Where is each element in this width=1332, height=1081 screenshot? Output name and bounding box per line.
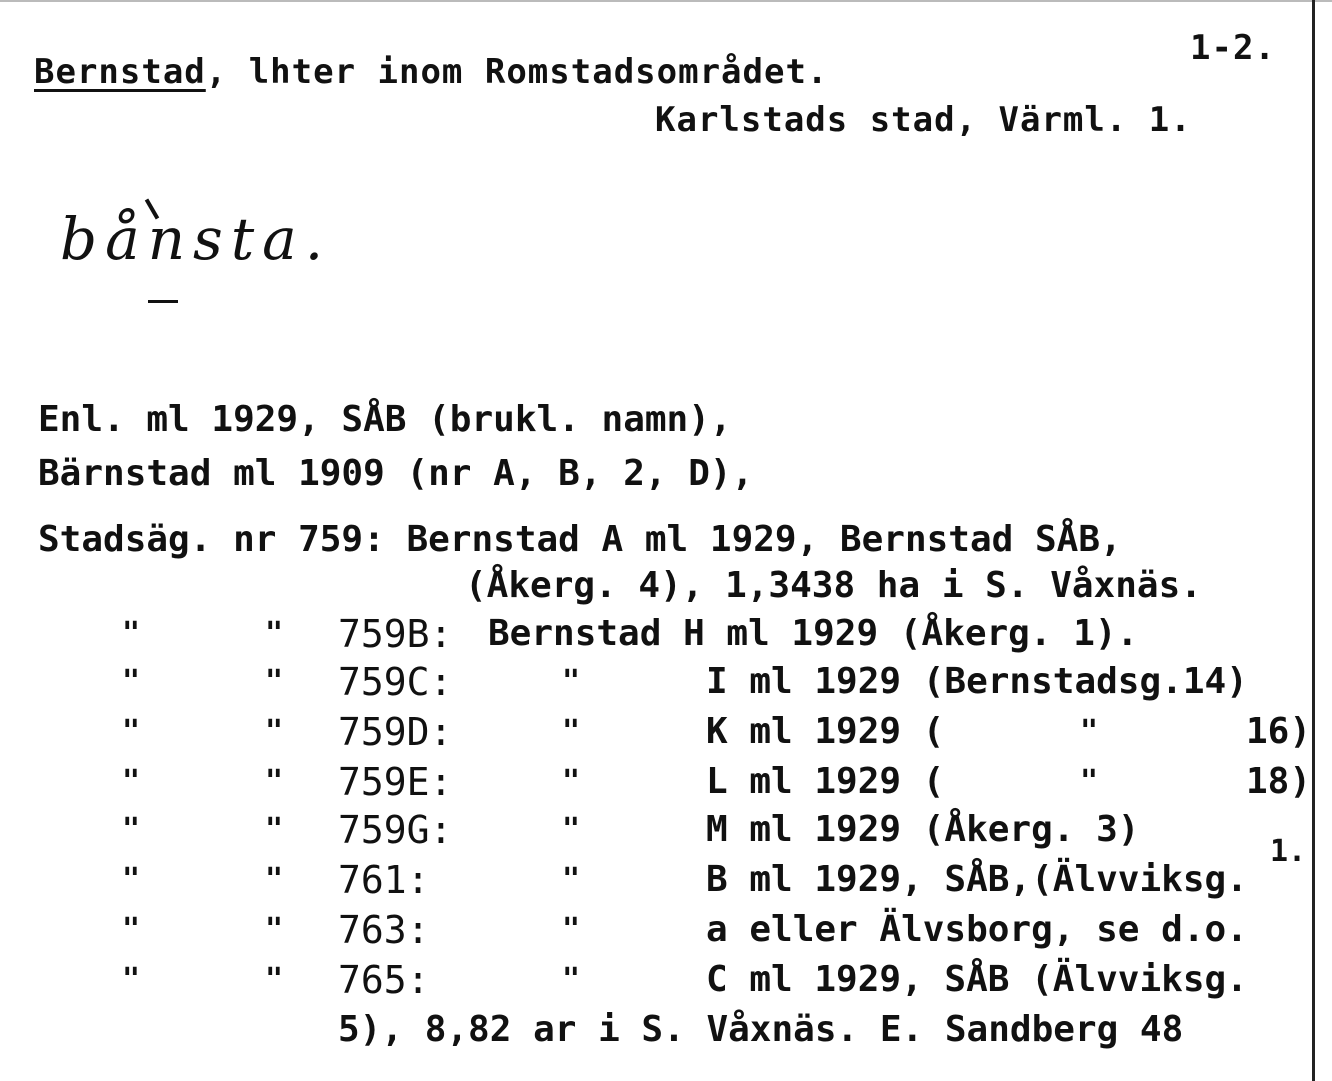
line-7: K ml 1929 (: [706, 711, 945, 752]
ditto-mark: ": [265, 862, 284, 897]
line-2: Bärnstad ml 1909 (nr A, B, 2, D),: [38, 453, 754, 494]
ditto-mark: ": [265, 664, 284, 699]
ditto-mark: ": [265, 812, 284, 847]
footnote-marker: 1.: [1270, 834, 1307, 869]
line-13: 5), 8,82 ar i S. Våxnäs. E. Sandberg 48: [338, 1009, 1184, 1050]
ditto-mark: ": [122, 764, 141, 799]
parcel-number: 759G:: [338, 808, 453, 852]
ditto-mark: ": [562, 912, 581, 947]
ditto-mark: ": [265, 714, 284, 749]
parcel-number: 761:: [338, 858, 430, 902]
ditto-mark: ": [122, 912, 141, 947]
line-12: C ml 1929, SÅB (Älvviksg.: [706, 959, 1248, 1000]
ditto-mark: ": [562, 812, 581, 847]
line-9: M ml 1929 (Åkerg. 3): [706, 809, 1140, 850]
parcel-number: 765:: [338, 958, 430, 1002]
parcel-number: 759B:: [338, 612, 453, 656]
parcel-number: 759E:: [338, 760, 453, 804]
parcel-number: 759C:: [338, 660, 453, 704]
ditto-mark: ": [265, 764, 284, 799]
handwritten-underline: [148, 300, 178, 303]
ditto-mark: ": [122, 812, 141, 847]
line-7-end: 16): [1246, 711, 1312, 752]
ditto-mark: ": [265, 912, 284, 947]
ditto-mark: ": [122, 862, 141, 897]
ditto-mark: ": [122, 616, 141, 651]
title-description: , lhter inom Romstadsområdet.: [205, 52, 829, 92]
ditto-mark: ": [265, 616, 284, 651]
ditto-mark: ": [122, 664, 141, 699]
ditto-mark: ": [265, 962, 284, 997]
page-number: 1-2.: [1190, 28, 1276, 68]
line-5: Bernstad H ml 1929 (Åkerg. 1).: [488, 613, 1139, 654]
ditto-mark: ": [122, 962, 141, 997]
card-top-edge: [0, 0, 1332, 2]
ditto-mark: ": [562, 962, 581, 997]
ditto-mark: ": [562, 714, 581, 749]
ditto-mark: ": [1080, 714, 1099, 749]
ditto-mark: ": [1080, 764, 1099, 799]
line-6: I ml 1929 (Bernstadsg.14): [706, 661, 1248, 702]
ditto-mark: ": [122, 714, 141, 749]
line-1: Enl. ml 1929, SÅB (brukl. namn),: [38, 399, 732, 440]
line-11: a eller Älvsborg, se d.o.: [706, 909, 1248, 950]
place-name: Bernstad: [34, 52, 206, 92]
line-3: Stadsäg. nr 759: Bernstad A ml 1929, Bernstad SÅB,: [38, 519, 1122, 560]
ditto-mark: ": [562, 664, 581, 699]
card-right-edge: [1312, 0, 1315, 1081]
handwritten-pronunciation: bånsta.: [60, 205, 332, 273]
ditto-mark: ": [562, 862, 581, 897]
line-8-end: 18): [1246, 761, 1312, 802]
line-8: L ml 1929 (: [706, 761, 945, 802]
ditto-mark: ": [562, 764, 581, 799]
parcel-number: 763:: [338, 908, 430, 952]
parcel-number: 759D:: [338, 710, 453, 754]
location-line: Karlstads stad, Värml. 1.: [655, 100, 1192, 140]
line-4: (Åkerg. 4), 1,3438 ha i S. Våxnäs.: [465, 565, 1202, 606]
card-title: [34, 52, 828, 92]
line-10: B ml 1929, SÅB,(Älvviksg.: [706, 859, 1248, 900]
